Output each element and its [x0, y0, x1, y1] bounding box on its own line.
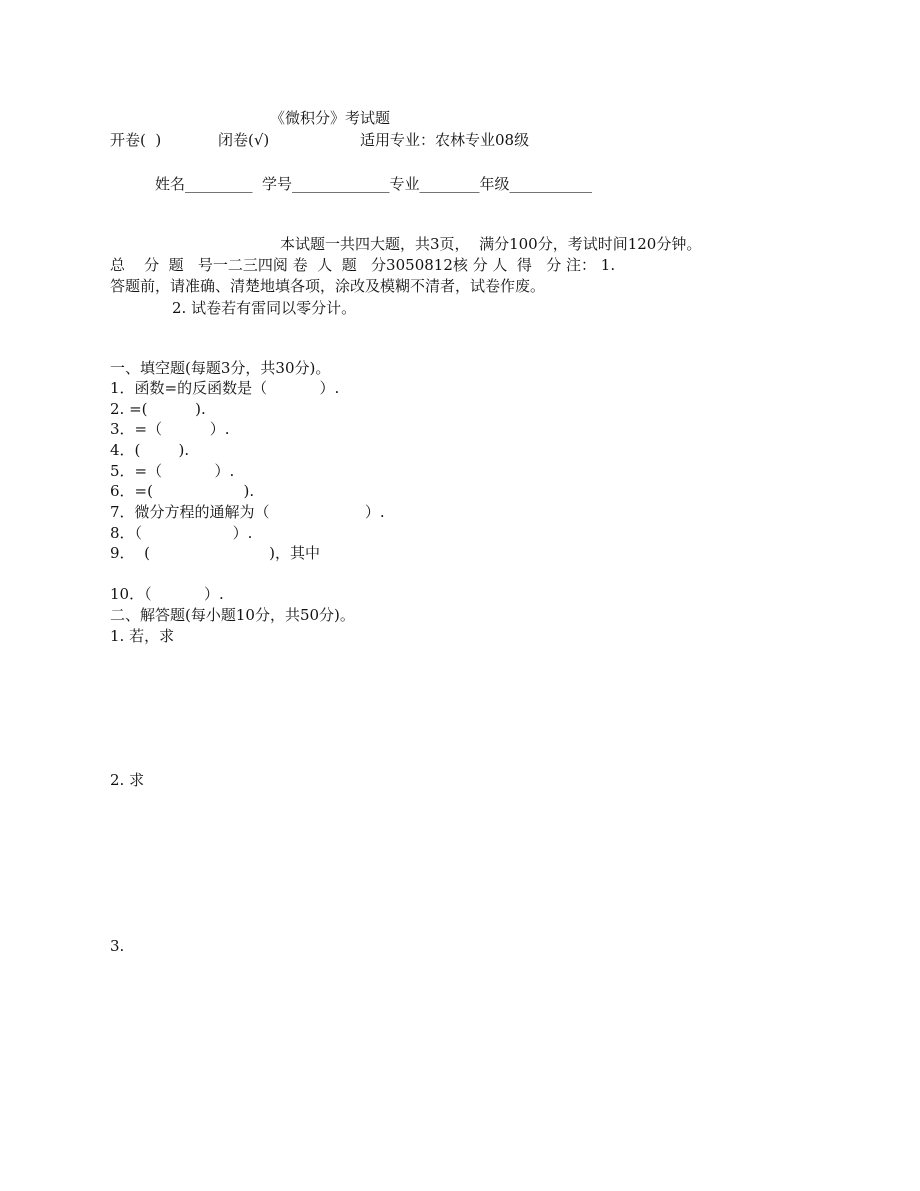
fill-item-7: 7．微分方程的通解为（ ）. — [110, 503, 385, 521]
closed-book-label: 闭卷(√) — [218, 131, 270, 149]
exam-title: 《微积分》考试题 — [270, 109, 391, 127]
score-table-line: 总 分 题 号一二三四阅 卷 人 题 分3050812核 分 人 得 分 注： 1. — [110, 256, 616, 274]
fill-item-1: 1．函数=的反函数是（ ）. — [110, 379, 340, 397]
fill-item-10: 10．（ ）. — [110, 585, 224, 603]
answer-item-3: 3. — [110, 937, 125, 955]
note-line-2: 2. 试卷若有雷同以零分计。 — [172, 299, 357, 317]
section2-heading: 二、解答题(每小题10分，共50分)。 — [110, 606, 355, 624]
fill-item-9: 9． ( )，其中 — [110, 544, 320, 562]
fill-item-5: 5．=（ ）. — [110, 462, 235, 480]
student-info-line: 姓名_________ 学号_____________专业________年级___________ — [155, 175, 593, 193]
open-book-label: 开卷( ) — [110, 131, 162, 149]
fill-item-8: 8．（ ）. — [110, 524, 253, 542]
major-label: 适用专业：农林专业08级 — [360, 131, 530, 149]
fill-item-3: 3．=（ ）. — [110, 420, 230, 438]
note-line-1: 答题前，请准确、清楚地填各项，涂改及模糊不清者，试卷作废。 — [110, 277, 546, 295]
exam-intro: 本试题一共四大题，共3页， 满分100分，考试时间120分钟。 — [280, 235, 702, 253]
section1-heading: 一、填空题(每题3分，共30分)。 — [110, 359, 331, 377]
answer-item-1: 1. 若，求 — [110, 627, 175, 645]
fill-item-4: 4．( ). — [110, 441, 190, 459]
fill-item-2: 2. =( ). — [110, 400, 206, 418]
answer-item-2: 2. 求 — [110, 771, 145, 789]
fill-item-6: 6．=( ). — [110, 482, 255, 500]
